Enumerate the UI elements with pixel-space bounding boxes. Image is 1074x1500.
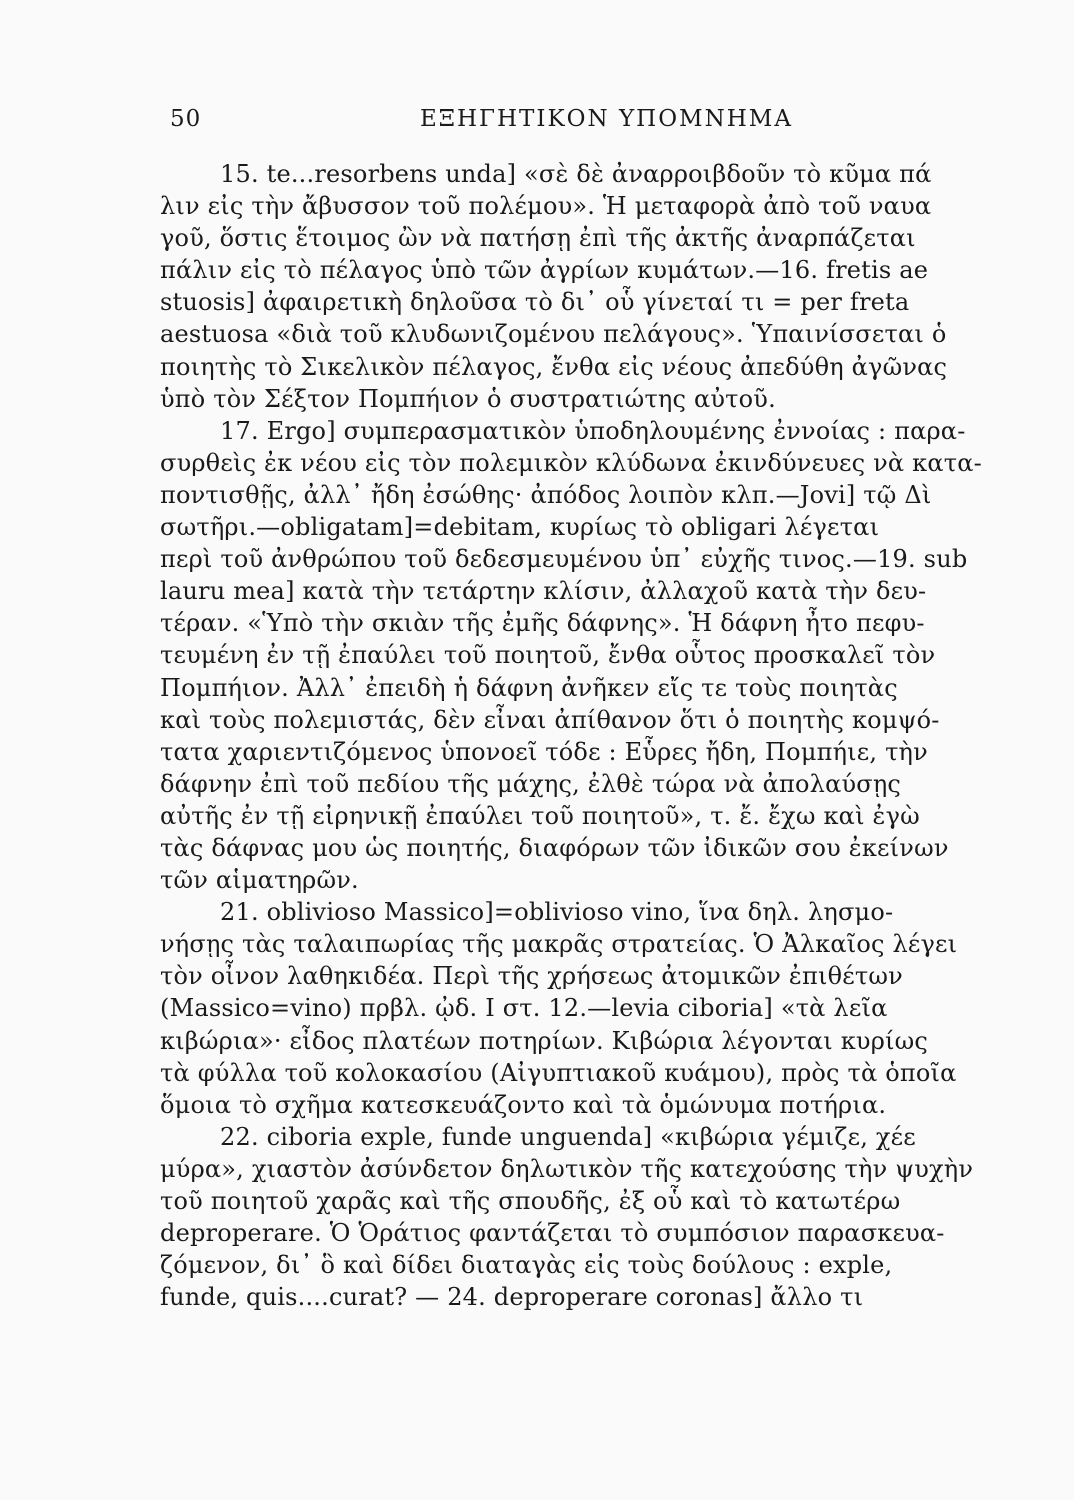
text-line: ποντισθῇς, ἀλλ᾿ ἤδη ἐσώθης· ἀπόδος λοιπὸν κλπ.—Jovi] τῷ Δὶ: [160, 480, 932, 509]
text-line: lauru mea] κατὰ τὴν τετάρτην κλίσιν, ἀλλαχοῦ κατὰ τὴν δευ-: [160, 577, 927, 606]
text-line: τοῦ ποιητοῦ χαρᾶς καὶ τῆς σπουδῆς, ἐξ οὗ καὶ τὸ κατωτέρω: [160, 1187, 901, 1215]
text-line: τῶν αἱματηρῶν.: [160, 866, 359, 895]
text-line: περὶ τοῦ ἀνθρώπου τοῦ δεδεσμευμένου ὑπ᾿ εὐχῆς τινος.—19. sub: [160, 545, 968, 574]
running-head: ΕΞΗΓΗΤΙΚΟΝ ΥΠΟΜΝΗΜΑ: [420, 106, 793, 132]
text-line: νήσῃς τὰς ταλαιπωρίας τῆς μακρᾶς στρατείας. Ὁ Ἀλκαῖος λέγει: [160, 930, 958, 959]
text-line: funde, quis....curat? — 24. deproperare coronas] ἄλλο τι: [160, 1283, 864, 1312]
text-line: λιν εἰς τὴν ἄβυσσον τοῦ πολέμου». Ἡ μεταφορὰ ἀπὸ τοῦ ναυα: [160, 192, 932, 221]
text-line: πάλιν εἰς τὸ πέλαγος ὑπὸ τῶν ἀγρίων κυμάτων.—16. fretis ae: [160, 256, 929, 285]
text-line: τὰ φύλλα τοῦ κολοκασίου (Αἰγυπτιακοῦ κυάμου), πρὸς τὰ ὁποῖα: [160, 1058, 957, 1087]
text-line: τὰς δάφνας μου ὡς ποιητής, διαφόρων τῶν ἰδικῶν σου ἐκείνων: [160, 833, 949, 862]
text-line: τέραν. «Ὑπὸ τὴν σκιὰν τῆς ἐμῆς δάφνης». Ἡ δάφνη ἦτο πεφυ-: [160, 609, 925, 638]
text-line: σωτῆρι.—obligatam]=debitam, κυρίως τὸ obligari λέγεται: [160, 513, 880, 542]
text-line: κιβώρια»· εἶδος πλατέων ποτηρίων. Κιβώρια λέγονται κυρίως: [160, 1026, 929, 1055]
text-line: ὑπὸ τὸν Σέξτον Πομπήιον ὁ συστρατιώτης αὐτοῦ.: [160, 384, 776, 413]
text-line: ὅμοια τὸ σχῆμα κατεσκευάζοντο καὶ τὰ ὁμώνυμα ποτήρια.: [160, 1090, 887, 1119]
text-line: ποιητὴς τὸ Σικελικὸν πέλαγος, ἔνθα εἰς νέους ἀπεδύθη ἀγῶνας: [160, 352, 948, 381]
text-line: τευμένη ἐν τῇ ἐπαύλει τοῦ ποιητοῦ, ἔνθα οὗτος προσκαλεῖ τὸν: [160, 641, 936, 670]
text-line: 17. Ergo] συμπερασματικὸν ὑποδηλουμένης ἐννοίας : παρα-: [220, 416, 966, 445]
text-line: γοῦ, ὅστις ἕτοιμος ὢν νὰ πατήσῃ ἐπὶ τῆς ἀκτῆς ἀναρπάζεται: [160, 224, 916, 253]
text-line: τὸν οἶνον λαθηκιδέα. Περὶ τῆς χρήσεως ἀτομικῶν ἐπιθέτων: [160, 962, 903, 991]
page-number: 50: [170, 106, 202, 132]
text-line: deproperare. Ὁ Ὁράτιος φαντάζεται τὸ συμπόσιον παρασκευα-: [160, 1219, 945, 1248]
text-line: 22. ciboria exple, funde unguenda] «κιβώρια γέμιζε, χέε: [220, 1122, 916, 1151]
text-line: stuosis] ἀφαιρετικὴ δηλοῦσα τὸ δι᾿ οὗ γίνεταί τι = per freta: [160, 288, 910, 317]
text-line: μύρα», χιαστὸν ἀσύνδετον δηλωτικὸν τῆς κατεχούσης τὴν ψυχὴν: [160, 1154, 974, 1183]
text-line: καὶ τοὺς πολεμιστάς, δὲν εἶναι ἀπίθανον ὅτι ὁ ποιητὴς κομψό-: [160, 705, 940, 734]
text-line: 15. te...resorbens unda] «σὲ δὲ ἀναρροιβδοῦν τὸ κῦμα πά: [220, 160, 932, 188]
text-line: aestuosa «διὰ τοῦ κλυδωνιζομένου πελάγους». Ὑπαινίσσεται ὁ: [160, 320, 947, 349]
commentary-text: [160, 158, 1074, 1313]
text-line: δάφνην ἐπὶ τοῦ πεδίου τῆς μάχης, ἐλθὲ τώρα νὰ ἀπολαύσῃς: [160, 769, 902, 798]
text-line: 21. oblivioso Massico]=oblivioso vino, ἵνα δηλ. λησμο-: [220, 898, 894, 927]
text-line: αὐτῆς ἐν τῇ εἰρηνικῇ ἐπαύλει τοῦ ποιητοῦ», τ. ἔ. ἔχω καὶ ἐγὼ: [160, 801, 920, 830]
text-line: ζόμενον, δι᾿ ὃ καὶ δίδει διαταγὰς εἰς τοὺς δούλους : exple,: [160, 1251, 893, 1280]
text-line: τατα χαριεντιζόμενος ὑπονοεῖ τόδε : Εὗρες ἤδη, Πομπήιε, τὴν: [160, 737, 928, 766]
text-line: συρθεὶς ἐκ νέου εἰς τὸν πολεμικὸν κλύδωνα ἐκινδύνευες νὰ κατα-: [160, 448, 982, 477]
text-line: (Massico=vino) πρβλ. ᾠδ. I στ. 12.—levia ciboria] «τὰ λεῖα: [160, 994, 888, 1023]
text-line: Πομπήιον. Ἀλλ᾿ ἐπειδὴ ἡ δάφνη ἀνῆκεν εἴς τε τοὺς ποιητὰς: [160, 673, 898, 702]
